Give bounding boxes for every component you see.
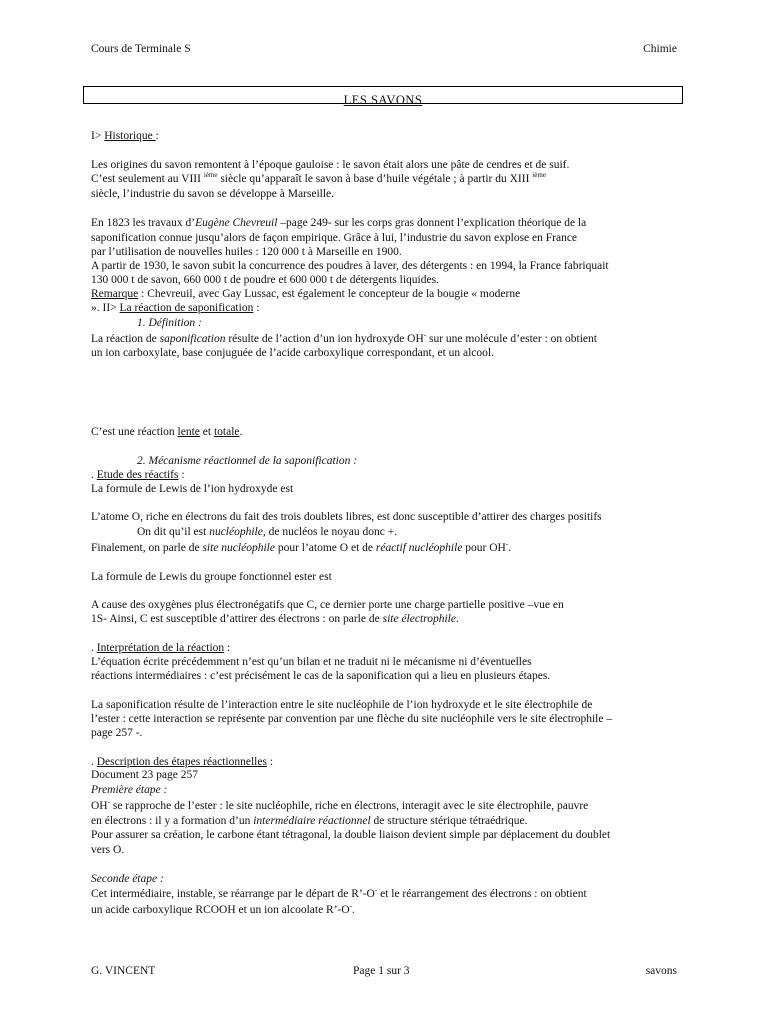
interpretation-line: La saponification résulte de l’interaction entre le site nucléophile de l’ion hydroxyde et le site électrophile de (91, 699, 593, 711)
remarque-line: Remarque : Chevreuil, avec Gay Lussac, est également le concepteur de la bougie « moderne (91, 288, 521, 300)
historique-paragraph-line: siècle, l’industrie du savon se développe à Marseille. (91, 188, 335, 200)
historique-paragraph-line: A partir de 1930, le savon subit la concurrence des poudres à laver, des détergents : en 1994, la France fabriquait (91, 260, 609, 272)
document-reference: Document 23 page 257 (91, 769, 198, 781)
interpretation-line: l’ester : cette interaction se représente par convention par une flèche du site nucléophile vers le site électrophile – (91, 713, 613, 725)
historique-paragraph-line: Les origines du savon remontent à l’époque gauloise : le savon était alors une pâte de cendres et de suif. (91, 159, 570, 171)
section-saponification-heading: ». II> La réaction de saponification : (91, 302, 260, 314)
reaction-properties-line: C’est une réaction lente et totale. (91, 426, 243, 438)
historique-paragraph-line: par l’utilisation de nouvelles huiles : 120 000 t à Marseille en 1900. (91, 246, 402, 258)
historique-paragraph-line: saponification connue jusqu’alors de façon empirique. Grâce à lui, l’industrie du savon explose en France (91, 232, 578, 244)
historique-paragraph-line: C’est seulement au VIII $^{ième}$ siècle qu’apparaît le savon à base d’huile végétale ; à partir du XIII $^{ième}$ (91, 171, 546, 185)
mecanisme-line: Finalement, on parle de site nucléophile pour l’atome O et de réactif nucléophile pour OH-. (91, 540, 512, 554)
header-course: Cours de Terminale S (91, 43, 191, 55)
section-historique-heading: I> Historique : (91, 130, 159, 142)
etape-line: en électrons : il y a formation d’un intermédiaire réactionnel de structure stérique tétraédrique. (91, 815, 528, 827)
etape-line: OH- se rapproche de l’ester : le site nucléophile, riche en électrons, interagit avec le site électrophile, pauvre (91, 798, 589, 812)
etape-line: vers O. (91, 844, 125, 856)
seconde-etape-heading: Seconde étape : (91, 873, 164, 885)
definition-line: La réaction de saponification résulte de l’action d’un ion hydroxyde OH- sur une molécule d’ester : on obtient (91, 331, 597, 345)
etape-line: Pour assurer sa création, le carbone étant tétragonal, la double liaison devient simple par déplacement du doublet (91, 829, 611, 841)
etude-reactifs-heading: . Etude des réactifs : (91, 469, 185, 481)
mecanisme-line: On dit qu’il est nucléophile, de nucléos le noyau donc +. (137, 526, 398, 538)
interpretation-heading: . Interprétation de la réaction : (91, 642, 231, 654)
definition-line: un ion carboxylate, base conjuguée de l’acide carboxylique correspondant, et un alcool. (91, 347, 494, 359)
mecanisme-heading: 2. Mécanisme réactionnel de la saponification : (137, 455, 358, 467)
mecanisme-line: A cause des oxygènes plus électronégatifs que C, ce dernier porte une charge partielle positive –vue en (91, 599, 564, 611)
page-title: LES SAVONS (343, 93, 423, 107)
mecanisme-line: L’atome O, riche en électrons du fait des trois doublets libres, est donc susceptible d’attirer des charges positifs (91, 511, 602, 523)
footer-page-number: Page 1 sur 3 (353, 965, 410, 977)
interpretation-line: page 257 -. (91, 727, 143, 739)
etape-line: un acide carboxylique RCOOH et un ion alcoolate R’-O-. (91, 902, 355, 916)
etape-line: Cet intermédiaire, instable, se réarrange par le départ de R’-O- et le réarrangement des électrons : on obtient (91, 886, 587, 900)
title-box (83, 86, 683, 107)
footer-topic: savons (645, 965, 677, 977)
header-subject: Chimie (643, 43, 677, 55)
mecanisme-line: La formule de Lewis du groupe fonctionnel ester est (91, 571, 332, 583)
mecanisme-line: La formule de Lewis de l’ion hydroxyde est (91, 483, 294, 495)
premiere-etape-heading: Première étape : (91, 784, 168, 796)
interpretation-line: L’équation écrite précédemment n’est qu’un bilan et ne traduit ni le mécanisme ni d’éventuelles (91, 656, 532, 668)
mecanisme-line: 1S- Ainsi, C est susceptible d’attirer des électrons : on parle de site électrophile. (91, 613, 459, 625)
definition-heading: 1. Définition : (137, 317, 202, 329)
footer-author: G. VINCENT (91, 965, 156, 977)
historique-paragraph-line: En 1823 les travaux d’Eugène Chevreuil –page 249- sur les corps gras donnent l’explication théorique de la (91, 217, 587, 229)
description-heading: . Description des étapes réactionnelles : (91, 756, 274, 768)
interpretation-line: réactions intermédiaires : c’est précisément le cas de la saponification qui a lieu en plusieurs étapes. (91, 670, 551, 682)
historique-paragraph-line: 130 000 t de savon, 660 000 t de poudre et 600 000 t de détergents liquides. (91, 274, 439, 286)
